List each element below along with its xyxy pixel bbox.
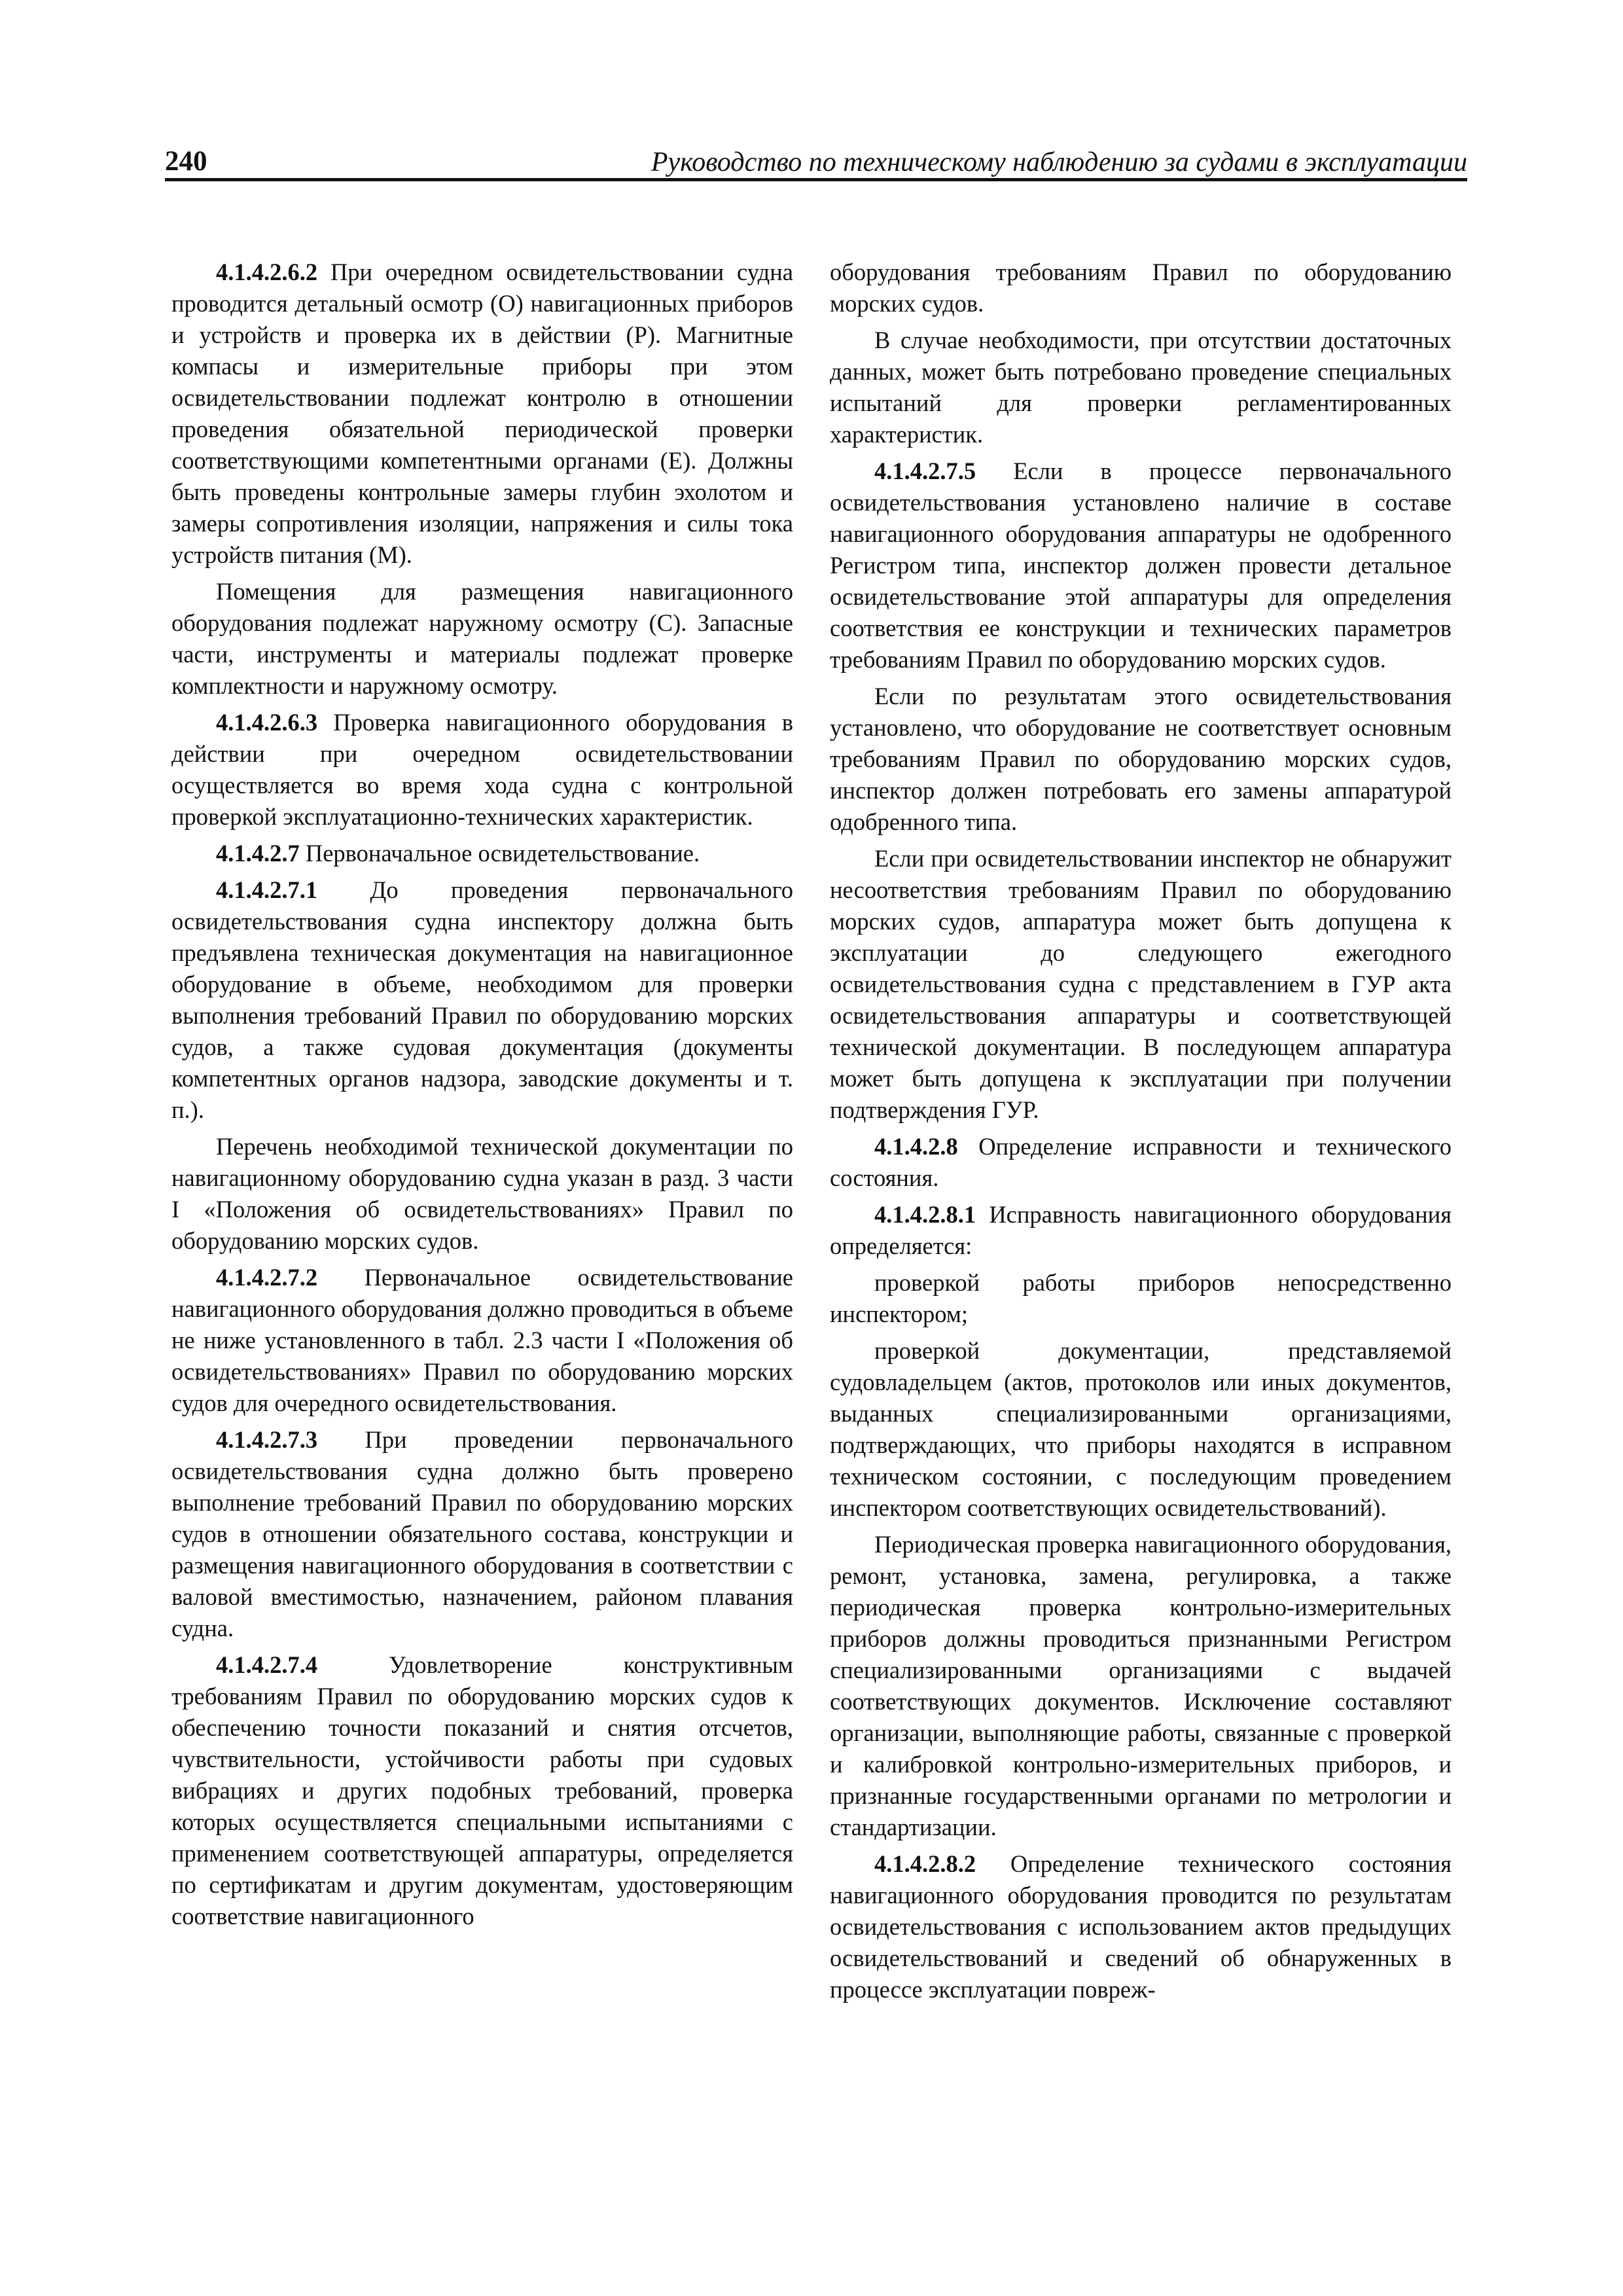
paragraph-text: Удовлетворение конструктивным требованиям Правил по оборудованию морских судов к обеспечению точности показаний и снятия отсчетов, чувствительности, устойчивости работы при судовых вибрациях и других подобных требований, проверка которых осуществляется специальными испытаниями с применением соответствующей аппаратуры, определяется по сертификатам и другим документам, удостоверяющим соответствие навигационного	[171, 1651, 793, 1929]
paragraph-text: При очередном освидетельствовании судна проводится детальный осмотр (О) навигационных приборов и устройств и проверка их в действии (Р). Магнитные компасы и измерительные приборы при этом освидетельствовании подлежат контролю в отношении проведения обязательной периодической проверки соответствующими компетентными органами (Е). Должны быть проведены контрольные замеры глубин эхолотом и замеры сопротивления изоляции, напряжения и силы тока устройств питания (М).	[171, 259, 793, 568]
paragraph	[830, 1267, 1452, 1330]
paragraph	[830, 1335, 1452, 1524]
paragraph-text: Определение технического состояния навигационного оборудования проводится по результатам освидетельствования с использованием актов предыдущих освидетельствований и сведений об обнаруженных в процессе эксплуатации повреж-	[830, 1850, 1452, 2003]
clause-number: 4.1.4.2.7.2	[216, 1264, 318, 1291]
paragraph-text: оборудования требованиям Правил по оборудованию морских судов.	[830, 259, 1452, 317]
paragraph-text: Если по результатам этого освидетельствования установлено, что оборудование не соответствует основным требованиям Правил по оборудованию морских судов, инспектор должен потребовать его замены аппаратурой одобренного типа.	[830, 683, 1452, 835]
paragraph-text: Определение исправности и технического состояния.	[830, 1133, 1452, 1191]
paragraph-text: При проведении первоначального освидетельствования судна должно быть проверено выполнение требований Правил по оборудованию морских судов в отношении обязательного состава, конструкции и размещения навигационного оборудования в соответствии с валовой вместимостью, назначением, районом плавания судна.	[171, 1426, 793, 1641]
clause-number: 4.1.4.2.7.3	[216, 1426, 318, 1453]
clause-number: 4.1.4.2.7.5	[874, 457, 976, 484]
paragraph	[830, 257, 1452, 319]
page-number: 240	[165, 146, 207, 177]
paragraph-text: До проведения первоначального освидетельствования судна инспектору должна быть предъявлена техническая документация на навигационное оборудование в объеме, необходимом для проверки выполнения требований Правил по оборудованию морских судов, а также судовая документация (документы компетентных органов надзора, заводские документы и т. п.).	[171, 876, 794, 1123]
paragraph-text: Исправность навигационного оборудования определяется:	[830, 1201, 1452, 1259]
paragraph	[171, 576, 793, 702]
paragraph	[830, 1848, 1452, 2005]
paragraph	[830, 681, 1452, 838]
right-column	[830, 257, 1452, 2011]
clause-number: 4.1.4.2.6.2	[216, 259, 318, 285]
paragraph	[830, 1199, 1452, 1262]
paragraph	[171, 707, 793, 833]
paragraph-text: Перечень необходимой технической документации по навигационному оборудованию судна указан в разд. 3 части I «Положения об освидетельствованиях» Правил по оборудованию морских судов.	[171, 1133, 793, 1254]
paragraph-text: Если в процессе первоначального освидетельствования установлено наличие в составе навигационного оборудования аппаратуры не одобренного Регистром типа, инспектор должен провести детальное освидетельствование этой аппаратуры для определения соответствия ее конструкции и технических параметров требованиям Правил по оборудованию морских судов.	[830, 457, 1452, 673]
paragraph	[830, 325, 1452, 450]
paragraph	[171, 1262, 793, 1419]
paragraph	[171, 838, 793, 869]
clause-number: 4.1.4.2.7.4	[216, 1651, 318, 1678]
left-column	[171, 257, 793, 1937]
clause-number: 4.1.4.2.8.2	[874, 1850, 976, 1877]
paragraph-text: Первоначальное освидетельствование навигационного оборудования должно проводиться в объеме не ниже установленного в табл. 2.3 части I «Положения об освидетельствованиях» Правил по оборудованию морских судов для очередного освидетельствования.	[171, 1264, 793, 1416]
clause-number: 4.1.4.2.6.3	[216, 709, 318, 736]
paragraph	[830, 1529, 1452, 1843]
header-divider	[165, 178, 1467, 181]
clause-number: 4.1.4.2.8	[874, 1133, 958, 1160]
paragraph-text: Помещения для размещения навигационного оборудования подлежат наружному осмотру (С). Запасные части, инструменты и материалы подлежат проверке комплектности и наружному осмотру.	[171, 578, 793, 699]
paragraph	[171, 257, 793, 571]
paragraph	[830, 843, 1452, 1126]
paragraph-text: Периодическая проверка навигационного оборудования, ремонт, установка, замена, регулировка, а также периодическая проверка контрольно-измерительных приборов должны проводиться признанными Регистром специализированными организациями с выдачей соответствующих документов. Исключение составляют организации, выполняющие работы, связанные с проверкой и калибровкой контрольно-измерительных приборов, и признанные государственными органами по метрологии и стандартизации.	[830, 1531, 1452, 1840]
paragraph-text: Если при освидетельствовании инспектор не обнаружит несоответствия требованиям Правил по оборудованию морских судов, аппаратура может быть допущена к эксплуатации до следующего ежегодного освидетельствования судна с представлением в ГУР акта освидетельствования аппаратуры и соответствующей технической документации. В последующем аппаратура может быть допущена к эксплуатации при получении подтверждения ГУР.	[830, 845, 1452, 1123]
paragraph-text: проверкой документации, представляемой судовладельцем (актов, протоколов или иных документов, выданных специализированными организациями, подтверждающих, что приборы находятся в исправном техническом состоянии, с последующим проведением инспектором соответствующих освидетельствований).	[830, 1337, 1452, 1521]
paragraph	[830, 456, 1452, 675]
paragraph-text: проверкой работы приборов непосредственно инспектором;	[830, 1269, 1452, 1327]
paragraph-text: Проверка навигационного оборудования в действии при очередном освидетельствовании осуществляется во время хода судна с контрольной проверкой эксплуатационно-технических характеристик.	[171, 709, 794, 830]
running-title: Руководство по техническому наблюдению за судами в эксплуатации	[651, 147, 1467, 177]
clause-number: 4.1.4.2.7.1	[216, 876, 318, 903]
paragraph	[171, 1131, 793, 1257]
paragraph	[171, 874, 793, 1126]
clause-number: 4.1.4.2.8.1	[874, 1201, 976, 1228]
clause-number: 4.1.4.2.7	[216, 840, 300, 867]
paragraph	[171, 1424, 793, 1644]
paragraph	[171, 1649, 793, 1932]
paragraph-text: Первоначальное освидетельствование.	[305, 840, 700, 867]
paragraph-text: В случае необходимости, при отсутствии достаточных данных, может быть потребовано проведение специальных испытаний для проверки регламентированных характеристик.	[830, 327, 1452, 448]
paragraph	[830, 1131, 1452, 1194]
